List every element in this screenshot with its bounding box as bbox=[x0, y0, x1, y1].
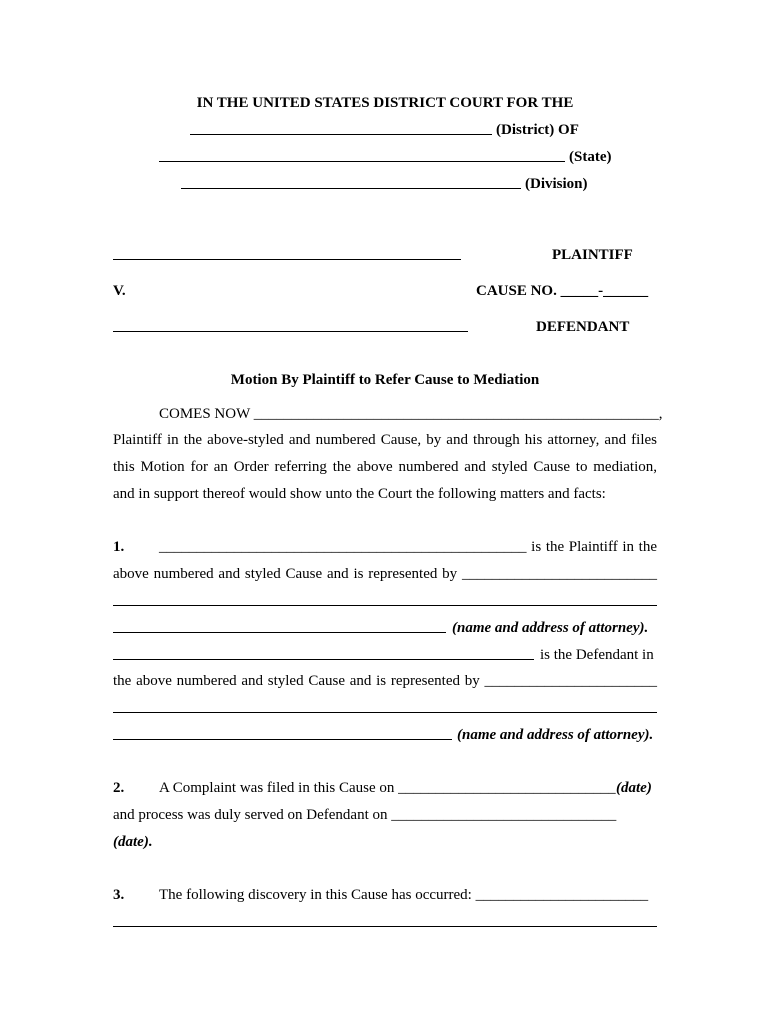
para2-date-2: (date). bbox=[113, 834, 153, 850]
para2-number: 2. bbox=[113, 780, 125, 796]
para2-line-2: and process was duly served on Defendant on ______________________________ bbox=[113, 807, 617, 823]
para3-line-1: The following discovery in this Cause has occurred: _______________________ bbox=[159, 887, 649, 903]
para1-line-2: above numbered and styled Cause and is represented by __________________________ bbox=[113, 566, 657, 582]
defendant-label: DEFENDANT bbox=[536, 319, 630, 335]
attorney-blank-1 bbox=[113, 605, 657, 606]
attorney-label-2: (name and address of attorney). bbox=[457, 727, 654, 743]
cause-number: CAUSE NO. _____-______ bbox=[476, 283, 649, 299]
defendant-blank bbox=[113, 659, 534, 660]
discovery-blank bbox=[113, 926, 657, 927]
intro-line-4: and in support thereof would show unto the Court the following matters and facts: bbox=[113, 486, 606, 502]
attorney-blank-2 bbox=[113, 632, 446, 633]
para1-line-1: _________________________________________________ is the Plaintiff in the bbox=[159, 539, 657, 555]
para2-line-1: A Complaint was filed in this Cause on _____________________________ bbox=[159, 780, 616, 796]
para1-def-line-2: the above numbered and styled Cause and is represented by _______________________ bbox=[113, 673, 657, 689]
state-blank bbox=[159, 161, 565, 162]
plaintiff-label: PLAINTIFF bbox=[552, 247, 633, 263]
defendant-name-blank bbox=[113, 331, 468, 332]
intro-line-2: Plaintiff in the above-styled and numbered Cause, by and through his attorney, and files bbox=[113, 432, 657, 448]
division-label: (Division) bbox=[525, 176, 588, 192]
attorney-blank-3 bbox=[113, 712, 657, 713]
intro-line-3: this Motion for an Order referring the above numbered and styled Cause to mediation, bbox=[113, 459, 657, 475]
attorney-label-1: (name and address of attorney). bbox=[452, 620, 649, 636]
para3-number: 3. bbox=[113, 887, 125, 903]
defendant-text: is the Defendant in bbox=[540, 647, 654, 663]
plaintiff-name-blank bbox=[113, 259, 461, 260]
comes-now-line: COMES NOW ______________________________________________________, bbox=[159, 406, 663, 422]
district-blank bbox=[190, 134, 492, 135]
motion-title: Motion By Plaintiff to Refer Cause to Mediation bbox=[230, 372, 540, 388]
division-blank bbox=[181, 188, 521, 189]
para1-number: 1. bbox=[113, 539, 125, 555]
versus-label: V. bbox=[113, 283, 126, 299]
state-label: (State) bbox=[569, 149, 612, 165]
district-label: (District) OF bbox=[496, 122, 579, 138]
attorney-blank-4 bbox=[113, 739, 452, 740]
para2-date-1: (date) bbox=[616, 780, 652, 796]
court-heading: IN THE UNITED STATES DISTRICT COURT FOR THE bbox=[196, 95, 574, 111]
